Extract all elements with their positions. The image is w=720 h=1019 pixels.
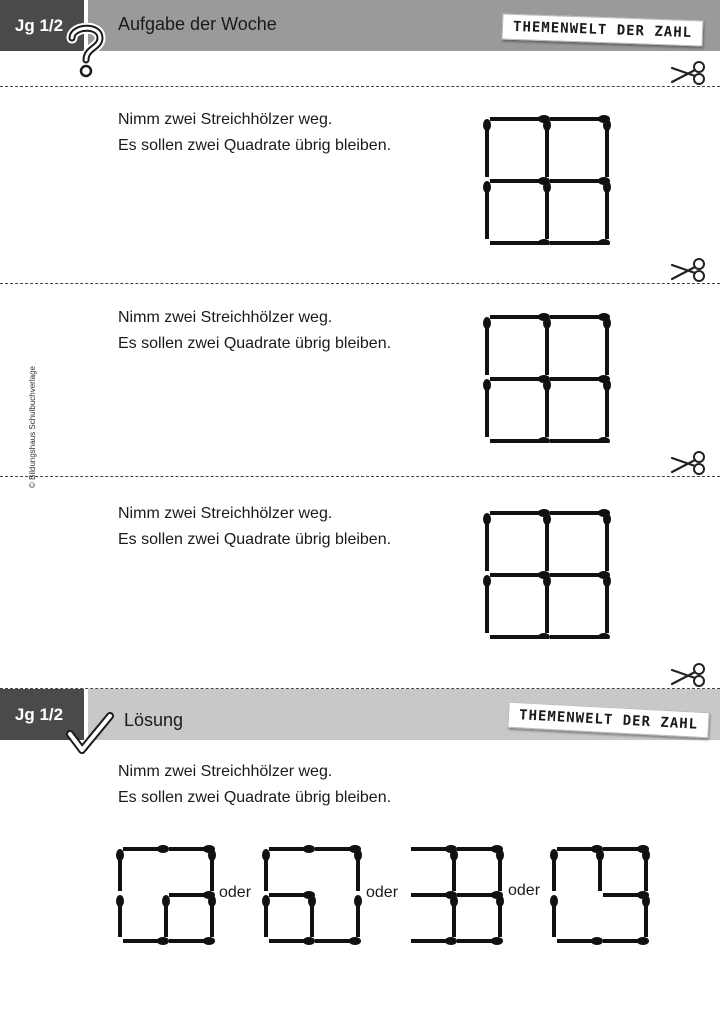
matchstick <box>269 937 315 945</box>
task-line-2: Es sollen zwei Quadrate übrig bleiben. <box>118 335 392 352</box>
matchstick <box>550 437 610 443</box>
matchstick <box>550 177 610 185</box>
task-line-1: Nimm zwei Streichhölzer weg. <box>118 111 333 128</box>
matchstick <box>490 239 550 245</box>
matchstick <box>457 937 503 945</box>
cut-line <box>0 283 720 284</box>
matchstick <box>483 575 491 633</box>
matchstick-puzzle <box>482 507 612 639</box>
separator-oder: oder <box>508 882 541 899</box>
matchstick <box>642 849 650 891</box>
matchstick <box>315 937 361 945</box>
matchstick <box>550 895 558 937</box>
matchstick <box>543 119 551 177</box>
matchstick <box>123 937 169 945</box>
matchstick <box>490 571 550 579</box>
matchstick <box>457 891 503 899</box>
matchstick <box>269 845 315 853</box>
matchstick <box>490 115 550 123</box>
grade-label: Jg 1/2 <box>14 15 64 35</box>
matchstick <box>496 849 504 891</box>
matchstick <box>483 513 491 571</box>
matchstick <box>557 845 603 853</box>
matchstick <box>603 119 611 177</box>
matchstick <box>490 509 550 517</box>
matchstick <box>490 375 550 383</box>
matchstick <box>550 375 610 383</box>
matchstick <box>603 575 611 633</box>
solution-figure <box>262 845 362 945</box>
matchstick <box>411 845 457 853</box>
matchstick <box>603 379 611 437</box>
solution-figure <box>404 845 504 945</box>
matchstick <box>603 513 611 571</box>
scissors-icon <box>670 60 708 88</box>
matchstick <box>123 845 169 853</box>
topic-badge: THEMENWELT DER ZAHL <box>507 702 709 738</box>
matchstick <box>550 115 610 123</box>
cut-line <box>0 476 720 477</box>
matchstick <box>557 937 603 945</box>
matchstick <box>543 575 551 633</box>
task-line-1: Nimm zwei Streichhölzer weg. <box>118 505 333 522</box>
solution-figure <box>116 845 216 945</box>
matchstick <box>550 633 610 639</box>
matchstick <box>162 895 170 937</box>
copyright-note: © Bildungshaus Schulbuchverlage <box>28 366 37 488</box>
matchstick-puzzle <box>482 311 612 443</box>
matchstick <box>450 849 458 891</box>
matchstick <box>550 571 610 579</box>
checkmark-icon <box>66 712 114 754</box>
page-title: Aufgabe der Woche <box>118 14 277 34</box>
matchstick <box>603 891 649 899</box>
matchstick <box>116 895 124 937</box>
matchstick <box>411 891 457 899</box>
matchstick <box>543 379 551 437</box>
matchstick <box>490 313 550 321</box>
matchstick <box>208 849 216 891</box>
matchstick <box>308 895 316 937</box>
question-mark-icon <box>66 22 106 78</box>
matchstick <box>543 513 551 571</box>
grade-label: Jg 1/2 <box>14 704 64 724</box>
matchstick <box>411 937 457 945</box>
task-instructions <box>118 305 391 357</box>
matchstick <box>490 633 550 639</box>
task-line-2: Es sollen zwei Quadrate übrig bleiben. <box>118 137 392 154</box>
matchstick <box>550 313 610 321</box>
matchstick <box>483 317 491 375</box>
task-instructions <box>118 501 391 553</box>
matchstick <box>490 177 550 185</box>
matchstick <box>483 181 491 239</box>
matchstick <box>262 849 270 891</box>
matchstick <box>603 317 611 375</box>
scissors-icon <box>670 450 708 478</box>
matchstick <box>483 119 491 177</box>
solution-title: Lösung <box>124 710 184 730</box>
matchstick <box>354 895 362 937</box>
matchstick <box>550 849 558 891</box>
cut-line <box>0 86 720 87</box>
matchstick <box>550 239 610 245</box>
matchstick <box>169 891 215 899</box>
matchstick <box>169 845 215 853</box>
topic-badge: THEMENWELT DER ZAHL <box>502 13 704 46</box>
matchstick <box>550 509 610 517</box>
matchstick <box>262 895 270 937</box>
matchstick <box>450 895 458 937</box>
matchstick <box>543 317 551 375</box>
solution-figure <box>550 845 650 945</box>
task-instructions <box>118 107 391 159</box>
task-line-1: Nimm zwei Streichhölzer weg. <box>118 763 333 780</box>
solution-instructions <box>118 759 391 811</box>
matchstick <box>603 181 611 239</box>
matchstick <box>496 895 504 937</box>
separator-oder: oder <box>366 884 399 901</box>
matchstick <box>483 379 491 437</box>
matchstick <box>208 895 216 937</box>
scissors-icon <box>670 257 708 285</box>
matchstick <box>596 849 604 891</box>
task-line-1: Nimm zwei Streichhölzer weg. <box>118 309 333 326</box>
matchstick-puzzle <box>482 113 612 245</box>
matchstick <box>490 437 550 443</box>
separator-oder: oder <box>219 884 252 901</box>
matchstick <box>315 845 361 853</box>
scissors-icon <box>670 662 708 690</box>
task-line-2: Es sollen zwei Quadrate übrig bleiben. <box>118 789 392 806</box>
matchstick <box>543 181 551 239</box>
matchstick <box>642 895 650 937</box>
matchstick <box>269 891 315 899</box>
matchstick <box>457 845 503 853</box>
matchstick <box>169 937 215 945</box>
matchstick <box>354 849 362 891</box>
task-line-2: Es sollen zwei Quadrate übrig bleiben. <box>118 531 392 548</box>
matchstick <box>116 849 124 891</box>
matchstick <box>603 845 649 853</box>
matchstick <box>603 937 649 945</box>
